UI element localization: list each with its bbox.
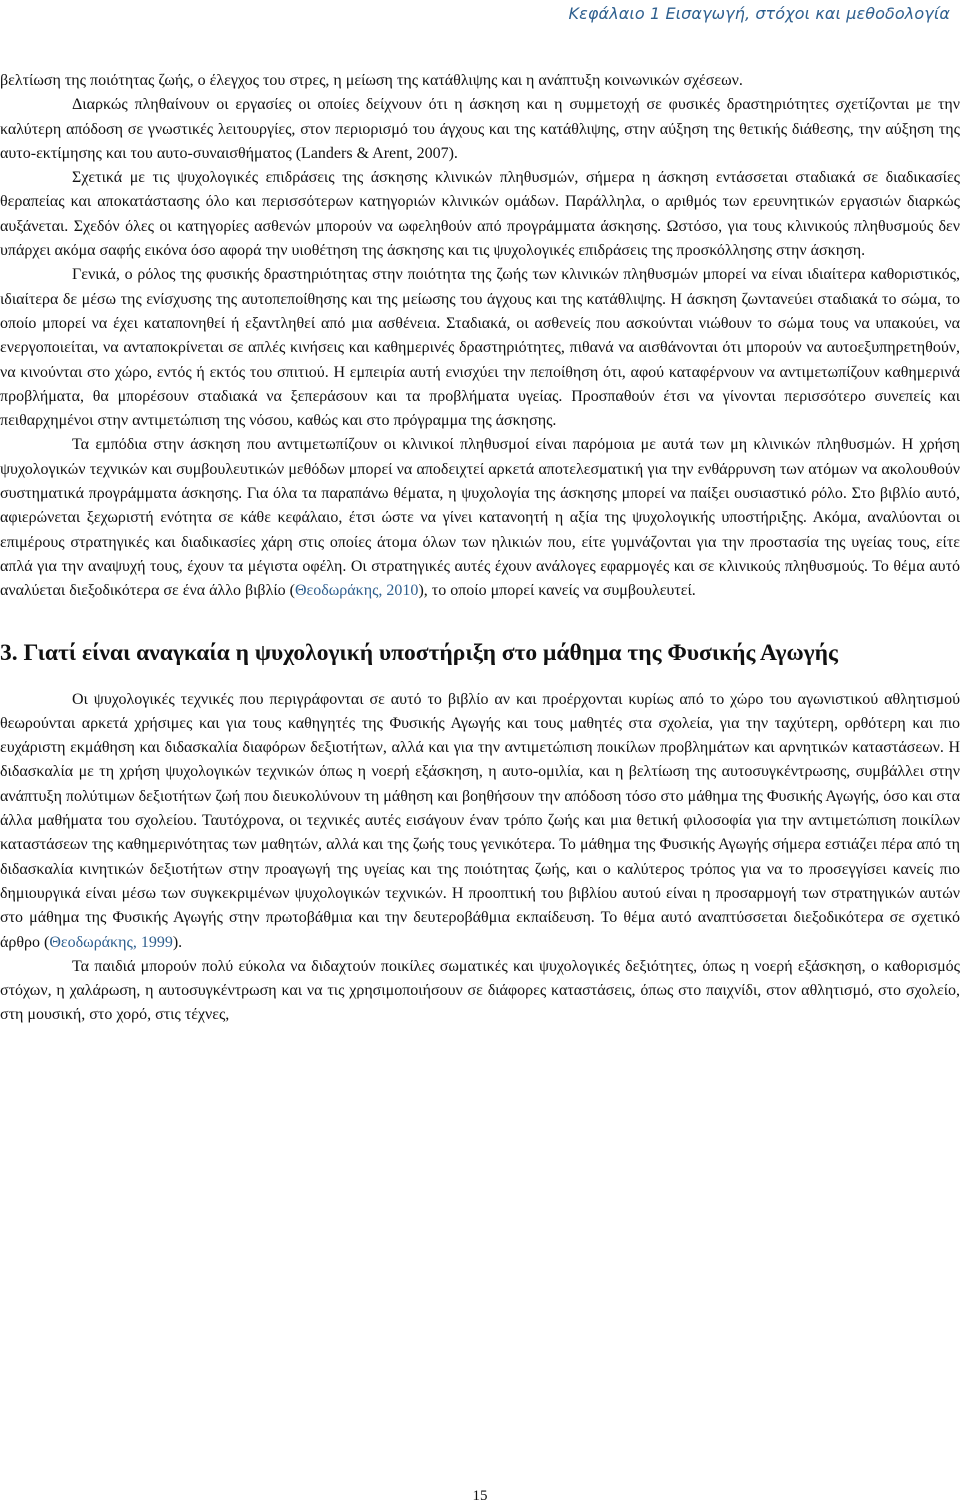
paragraph: Σχετικά με τις ψυχολογικές επιδράσεις της άσκησης κλινικών πληθυσμών, σήμερα η άσκηση εντάσσεται σταδιακά σε διαδικασίες θεραπείας και αποκατάστασης όλο και περισσότερων κατηγοριών κλινικών ομάδων. Παράλληλα, ο αριθμός των ερευνητικών εργασιών διαρκώς αυξάνεται. Σχεδόν όλες οι κατηγορίες ασθενών μπορούν να ωφεληθούν από προγράμματα άσκησης. Ωστόσο, για τους κλινικούς πληθυσμούς δεν υπάρχει ακόμα σαφής εικόνα όσο αφορά την υιοθέτηση της άσκησης και τις ψυχολογικές επιδράσεις της προσκόλλησης στην άσκηση.	[0, 169, 960, 260]
running-header: Κεφάλαιο 1 Εισαγωγή, στόχοι και μεθοδολογία	[568, 4, 950, 23]
paragraph: Τα παιδιά μπορούν πολύ εύκολα να διδαχτούν ποικίλες σωματικές και ψυχολογικές δεξιότητες, όπως η νοερή εξάσκηση, ο καθορισμός στόχων, η χαλάρωση, η αυτοσυγκέντρωση και να τις χρησιμοποιήσουν σε διάφορες καταστάσεις, όπως στο παιχνίδι, στον αθλητισμό, στο σχολείο, στη μουσική, στο χορό, στις τέχνες,	[0, 957, 960, 1024]
paragraph	[0, 688, 960, 955]
citation-link[interactable]: Θεοδωράκης, 2010	[294, 582, 419, 600]
page-body	[0, 69, 960, 1028]
paragraph-text: ).	[172, 933, 183, 951]
citation-link[interactable]: Θεοδωράκης, 1999	[49, 933, 173, 951]
page-number: 15	[472, 1488, 488, 1504]
paragraph: Γενικά, ο ρόλος της φυσικής δραστηριότητας στην ποιότητα της ζωής των κλινικών πληθυσμών μπορεί να είναι ιδιαίτερα καθοριστικός, ιδιαίτερα δε μέσω της ενίσχυσης της αυτοπεποίθησης και της μείωσης του άγχους και της κατάθλιψης. Η άσκηση ζωντανεύει σταδιακά το σώμα, το οποίο μπορεί να έχει καταπονηθεί ή εξαντληθεί από μια ασθένεια. Σταδιακά, οι ασθενείς που ασκούνται νιώθουν το σώμα τους να υπακούει, να ενεργοποιείται, να ανταποκρίνεται σε απλές κινήσεις και καθημερινές δραστηριότητες, πιθανά να αισθάνονται ότι μπορούν να αυτοεξυπηρετηθούν, να κινούνται στο χώρο, εντός ή εκτός του σπιτιού. Η εμπειρία αυτή ενισχύει την πεποίθηση ότι, αφού καταφέρνουν να αντιμετωπίζουν καθημερινά προβλήματα, θα μπορέσουν σταδιακά να ξεπεράσουν και τα προβλήματα υγείας. Προσπαθούν έτσι να γίνονται περισσότερο συνεπείς και πειθαρχημένοι στην αντιμετώπιση της νόσου, καθώς και στο πρόγραμμα της άσκησης.	[0, 266, 960, 430]
paragraph-text: Οι ψυχολογικές τεχνικές που περιγράφονται σε αυτό το βιβλίο αν και προέρχονται κυρίως από το χώρο του αγωνιστικού αθλητισμού θεωρούνται αρκετά χρήσιμες και για τους καθηγητές της Φυσικής Αγωγής και τους μαθητές στα σχολεία, για την ταχύτερη, ορθότερη και πιο ευχάριστη εκμάθηση και διδασκαλία διαφόρων δεξιοτήτων, αλλά και για την αντιμετώπιση ποικίλων προβλημάτων και αρνητικών καταστάσεων. Η διδασκαλία με τη χρήση ψυχολογικών τεχνικών όπως η νοερή εξάσκηση, η αυτο-ομιλία, και η βελτίωση της αυτοσυγκέντρωσης, συμβάλλει στην ανάπτυξη πολύτιμων δεξιοτήτων ζωή που διευκολύνουν τη μάθηση και βοηθήσουν την απόδοση τόσο στο μάθημα της Φυσικής Αγωγής, όσο και στα άλλα μαθήματα του σχολείου. Ταυτόχρονα, οι τεχνικές αυτές εισάγουν έναν τρόπο ζωής και μια θετική φιλοσοφία για την αντιμετώπιση ποικίλων καταστάσεων της καθημερινότητας των μαθητών, αλλά και της ζωής τους γενικότερα. Το μάθημα της Φυσικής Αγωγής σήμερα εστιάζει πέρα από τη διδασκαλία κινητικών δεξιοτήτων στην προαγωγή της υγείας και της ποιότητας ζωής, και ο καλύτερος τρόπος για να το προσεγγίσει κανείς πιο δημιουργικά είναι μέσω των συγκεκριμένων ψυχολογικών τεχνικών. Η προοπτική του βιβλίου αυτού είναι η προσαρμογή των στρατηγικών αυτών στο μάθημα της Φυσικής Αγωγής στην πρωτοβάθμια και την δευτεροβάθμια εκπαίδευση. Το θέμα αυτό αναπτύσσεται διεξοδικότερα σε σχετικό άρθρο (	[0, 690, 960, 951]
paragraph-text: Τα εμπόδια στην άσκηση που αντιμετωπίζουν οι κλινικοί πληθυσμοί είναι παρόμοια με αυτά των μη κλινικών πληθυσμών. Η χρήση ψυχολογικών τεχνικών και συμβουλευτικών μεθόδων μπορεί να αποδειχτεί αρκετά αποτελεσματική για την ενθάρρυνση των ατόμων να ακολουθούν συστηματικά προγράμματα άσκησης. Για όλα τα παραπάνω θέματα, η ψυχολογία της άσκησης μπορεί να παίξει ουσιαστικό ρόλο. Στο βιβλίο αυτό, αφιερώνεται ξεχωριστή ενότητα σε κάθε κεφάλαιο, έτσι ώστε να γίνει κατανοητή η αξία της ψυχολογικής υποστήριξης. Ακόμα, αναλύονται οι επιμέρους στρατηγικές και διαδικασίες χάρη στις οποίες άτομα όλων των ηλικιών που, είτε γυμνάζονται για την προστασία της υγείας τους, είτε απλά για την αναψυχή τους, έχουν τα μέγιστα οφέλη. Οι στρατηγικές αυτές έχουν ανάλογες εφαρμογές και σε κλινικούς πληθυσμούς. Το θέμα αυτό αναλύεται διεξοδικότερα σε ένα άλλο βιβλίο (	[0, 436, 960, 600]
paragraph-text: ), το οποίο μπορεί κανείς να συμβουλευτεί.	[418, 582, 696, 600]
paragraph	[0, 433, 960, 603]
paragraph: Διαρκώς πληθαίνουν οι εργασίες οι οποίες δείχνουν ότι η άσκηση και η συμμετοχή σε φυσικές δραστηριότητες σχετίζονται με την καλύτερη απόδοση σε γνωστικές λειτουργίες, στον περιορισμό του άγχους και της κατάθλιψης, στην αύξηση της θετικής διάθεσης, την αύξηση της αυτο-εκτίμησης και του αυτο-συναισθήματος (Landers & Arent, 2007).	[0, 96, 960, 162]
paragraph: βελτίωση της ποιότητας ζωής, ο έλεγχος του στρες, η μείωση της κατάθλιψης και η ανάπτυξη κοινωνικών σχέσεων.	[0, 72, 743, 89]
section-heading: 3. Γιατί είναι αναγκαία η ψυχολογική υποστήριξη στο μάθημα της Φυσικής Αγωγής	[0, 639, 838, 666]
